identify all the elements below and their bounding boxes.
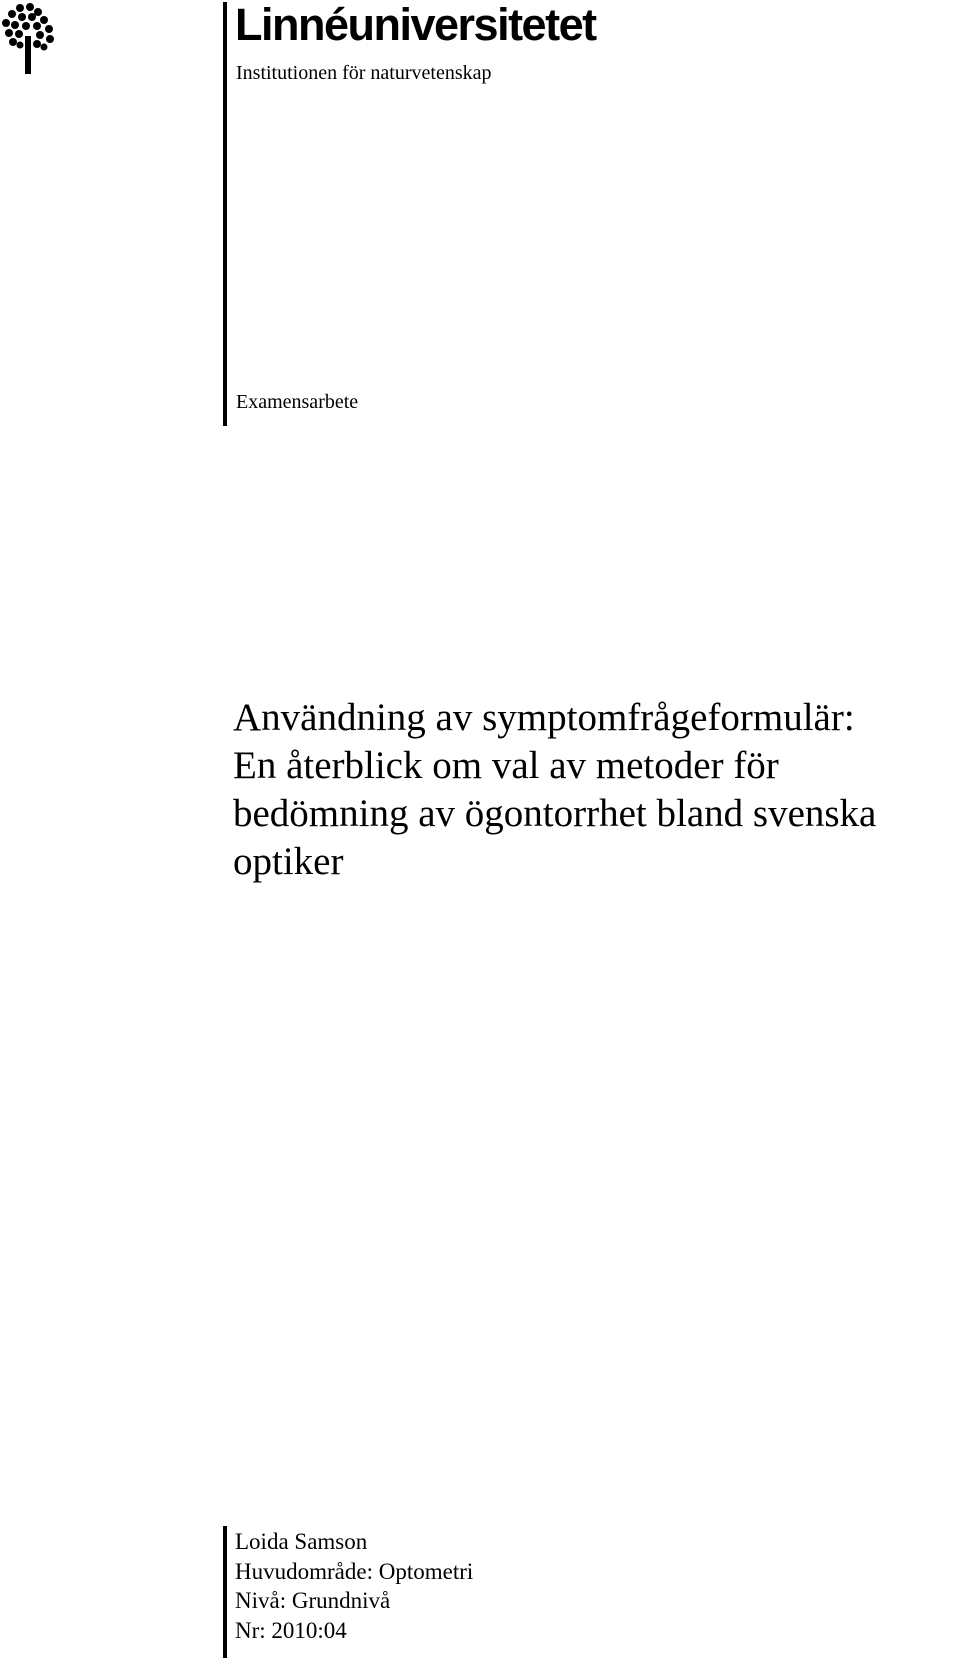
document-type: Examensarbete <box>236 391 359 413</box>
author-name: Loida Samson <box>235 1529 368 1554</box>
title-line: En återblick om val av metoder för <box>233 744 779 787</box>
thesis-meta <box>235 1527 473 1645</box>
divider-line-top <box>223 2 227 426</box>
level: Nivå: Grundnivå <box>235 1588 391 1613</box>
thesis-title <box>233 694 876 886</box>
main-field: Huvudområde: Optometri <box>235 1558 474 1584</box>
university-wordmark: Linnéuniversitetet <box>235 0 596 50</box>
title-line: Användning av symptomfrågeformulär: <box>233 696 855 739</box>
report-number: Nr: 2010:04 <box>235 1617 347 1643</box>
tree-icon <box>0 0 56 76</box>
divider-line-bottom <box>223 1526 227 1658</box>
department-name: Institutionen för naturvetenskap <box>236 62 492 84</box>
title-line: bedömning av ögontorrhet bland svenska <box>233 792 877 835</box>
title-line: optiker <box>233 840 344 883</box>
